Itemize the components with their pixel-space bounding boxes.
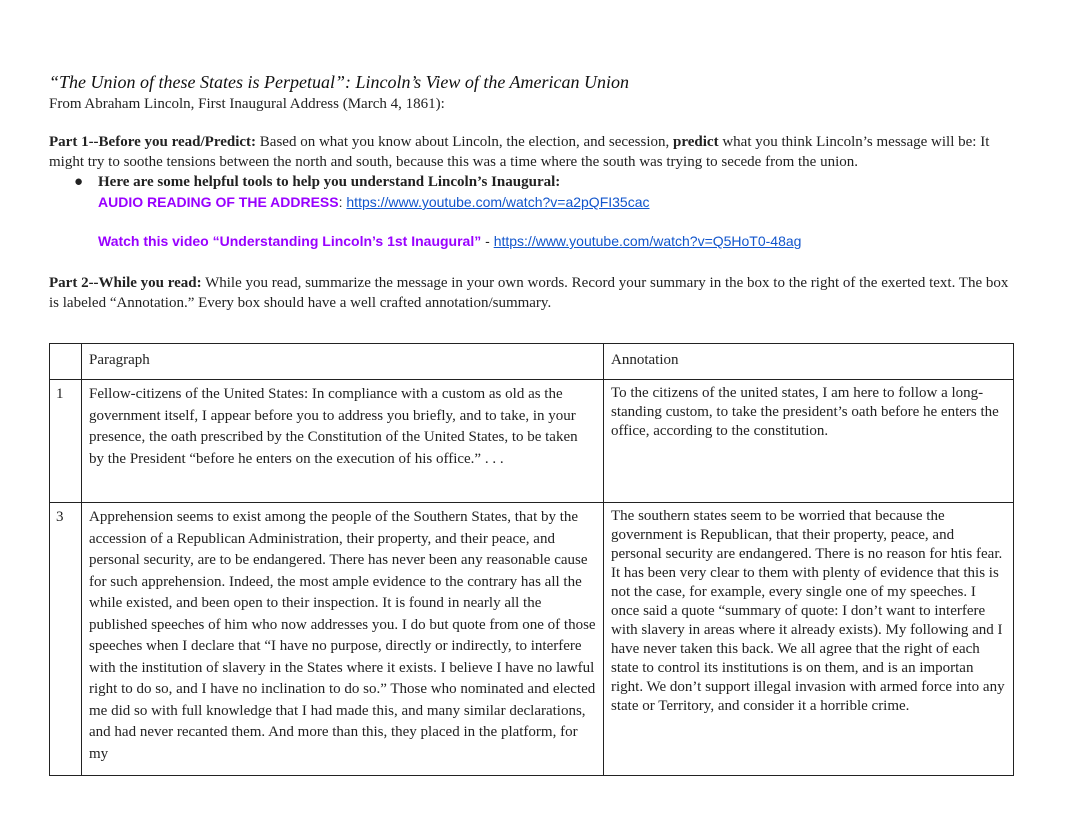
row-annotation[interactable]: The southern states seem to be worried that because the government is Republican, that their property, peace, and personal security are endangered. There is no reason for htis fear. It has been very clear to them with plenty of evidence that this is not the case, for example, every single one of my speeches. I once said a quote “summary of quote: I don’t want to interfere with slavery in areas where it already exists). My following and I have never taken this back. We all agree that the right of each state to control its institutions is on them, and is an importan right. We don’t support illegal invasion with armed force into any state or Territory, and consider it a horrible crime. (604, 503, 1014, 776)
bullet-icon: ● (74, 174, 84, 190)
watch-sep: - (481, 233, 494, 249)
page-subtitle: From Abraham Lincoln, First Inaugural Address (March 4, 1861): (49, 96, 445, 112)
table-row (50, 503, 1014, 776)
part1-heading: Part 1--Before you read/Predict: (49, 134, 257, 150)
part2-paragraph (49, 273, 1014, 313)
page-title: “The Union of these States is Perpetual”: Lincoln’s View of the American Union (49, 72, 629, 92)
part1-predict: predict (673, 134, 719, 150)
table-row (50, 380, 1014, 503)
bullet-text: Here are some helpful tools to help you understand Lincoln’s Inaugural: (98, 174, 561, 190)
part2-heading: Part 2--While you read: (49, 275, 202, 291)
part1-text-a: Based on what you know about Lincoln, the election, and secession, (256, 134, 674, 150)
watch-label: Watch this video “Understanding Lincoln’s 1st Inaugural” (98, 233, 482, 249)
row-paragraph: Apprehension seems to exist among the people of the Southern States, that by the accession of a Republican Administration, their property, and their peace, and personal security, are to be endangered. There has never been any reasonable cause for such apprehension. Indeed, the most ample evidence to the contrary has all the while existed, and been open to their inspection. It is found in nearly all the published speeches of him who now addresses you. I do but quote from one of those speeches when I declare that “I have no purpose, directly or indirectly, to interfere with the institution of slavery in the States where it exists. I believe I have no lawful right to do so, and I have no inclination to do so.” Those who nominated and elected me did so with full knowledge that I had made this, and many similar declarations, and had never recanted them. And more than this, they placed in the platform, for my (82, 503, 604, 776)
row-annotation[interactable]: To the citizens of the united states, I am here to follow a long-standing custom, to take the president’s oath before he enters the office, according to the constitution. (604, 380, 1014, 503)
row-num: 3 (50, 503, 82, 776)
part1-text-b: what you think Lincoln’s message will be: It might try to soothe tensions between the north and south, because this was a time where the south was trying to secede from the union. (49, 134, 990, 170)
row-num: 1 (50, 380, 82, 503)
watch-line (98, 231, 1014, 251)
part1-bullet (74, 172, 1014, 192)
audio-link[interactable]: https://www.youtube.com/watch?v=a2pQFI35cac (346, 194, 650, 210)
header-paragraph: Paragraph (82, 344, 604, 380)
annotation-table (49, 343, 1014, 776)
part1-paragraph (49, 132, 1014, 172)
audio-line (98, 192, 1014, 212)
header-annotation: Annotation (604, 344, 1014, 380)
part2-text: While you read, summarize the message in your own words. Record your summary in the box to the right of the exerted text. The box is labeled “Annotation.” Every box should have a well crafted annotation/summary. (49, 275, 1009, 311)
document-page (49, 70, 1014, 313)
table-header-row (50, 344, 1014, 380)
header-num (50, 344, 82, 380)
audio-label: AUDIO READING OF THE ADDRESS (98, 194, 339, 210)
audio-sep: : (338, 194, 347, 210)
watch-link[interactable]: https://www.youtube.com/watch?v=Q5HoT0-48ag (493, 233, 802, 249)
row-paragraph: Fellow-citizens of the United States: In compliance with a custom as old as the government itself, I appear before you to address you briefly, and to take, in your presence, the oath prescribed by the Constitution of the United States, to be taken by the President “before he enters on the execution of his office.” . . . (82, 380, 604, 503)
